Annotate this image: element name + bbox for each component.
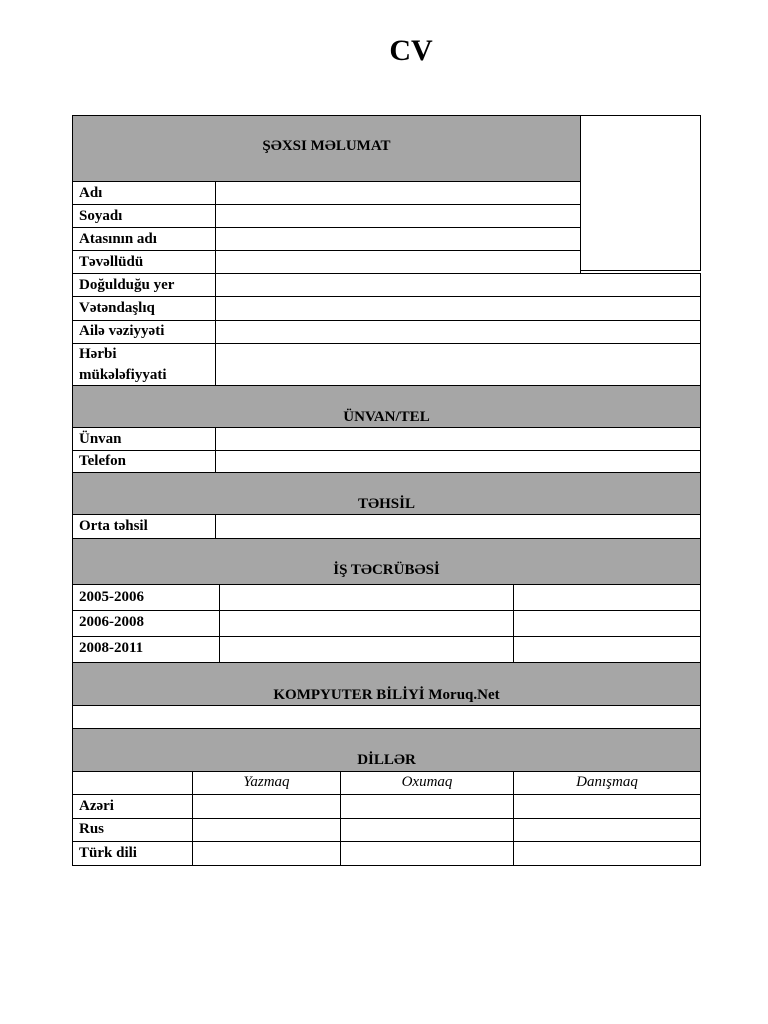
experience-position-cell[interactable] — [219, 636, 514, 663]
section-header-computer — [72, 662, 701, 706]
label-surname: Soyadı — [79, 208, 123, 224]
experience-company-cell[interactable] — [513, 584, 701, 611]
document-title: CV — [389, 34, 433, 67]
language-reading-cell[interactable] — [340, 841, 514, 866]
language-speaking-cell[interactable] — [513, 818, 701, 842]
language-reading-cell[interactable] — [340, 794, 514, 819]
label-military-line2: mükələfiyyati — [79, 367, 167, 383]
experience-period: 2006-2008 — [79, 614, 144, 630]
value-cell-surname[interactable] — [215, 204, 581, 228]
experience-company-cell[interactable] — [513, 636, 701, 663]
label-phone: Telefon — [79, 453, 126, 469]
language-speaking-cell[interactable] — [513, 841, 701, 866]
experience-period: 2008-2011 — [79, 640, 144, 656]
value-cell-computer-skills[interactable] — [72, 705, 701, 729]
experience-period: 2005-2006 — [79, 589, 144, 605]
language-reading-cell[interactable] — [340, 818, 514, 842]
label-secondary-education: Orta təhsil — [79, 518, 148, 534]
photo-box — [580, 115, 701, 271]
label-military-line1: Hərbi — [79, 346, 117, 362]
label-citizenship: Vətəndaşlıq — [79, 300, 155, 316]
value-cell-patronymic[interactable] — [215, 227, 581, 251]
language-speaking-cell[interactable] — [513, 794, 701, 819]
value-cell-phone[interactable] — [215, 450, 701, 473]
value-cell-birth-place[interactable] — [215, 273, 701, 297]
value-cell-citizenship[interactable] — [215, 296, 701, 321]
section-header-languages — [72, 728, 701, 772]
section-title-personal: ŞƏXSI MƏLUMAT — [262, 138, 391, 154]
value-cell-address[interactable] — [215, 427, 701, 451]
language-name: Rus — [79, 821, 105, 837]
experience-company-cell[interactable] — [513, 610, 701, 637]
language-writing-cell[interactable] — [192, 818, 341, 842]
section-header-experience — [72, 538, 701, 585]
value-cell-military[interactable] — [215, 343, 701, 386]
section-header-personal — [72, 115, 581, 182]
language-header-blank — [72, 771, 193, 795]
value-cell-first-name[interactable] — [215, 181, 581, 205]
section-title-languages: DİLLƏR — [357, 752, 416, 768]
language-col-writing: Yazmaq — [243, 774, 290, 790]
label-birth-date: Təvəllüdü — [79, 254, 144, 270]
language-writing-cell[interactable] — [192, 841, 341, 866]
label-patronymic: Atasının adı — [79, 231, 157, 247]
value-cell-birth-date[interactable] — [215, 250, 581, 274]
language-name: Azəri — [79, 798, 114, 814]
label-birth-place: Doğulduğu yer — [79, 277, 175, 293]
label-marital-status: Ailə vəziyyəti — [79, 323, 165, 339]
language-col-speaking: Danışmaq — [576, 774, 638, 790]
section-header-education — [72, 472, 701, 515]
label-address: Ünvan — [79, 431, 122, 447]
section-title-education: TƏHSİL — [358, 496, 415, 512]
label-first-name: Adı — [79, 185, 103, 201]
language-col-reading: Oxumaq — [401, 774, 453, 790]
experience-position-cell[interactable] — [219, 584, 514, 611]
section-header-address — [72, 385, 701, 428]
value-cell-marital-status[interactable] — [215, 320, 701, 344]
experience-position-cell[interactable] — [219, 610, 514, 637]
value-cell-secondary-education[interactable] — [215, 514, 701, 539]
language-name: Türk dili — [79, 845, 137, 861]
section-title-computer: KOMPYUTER BİLİYİ Moruq.Net — [273, 687, 500, 703]
section-title-experience: İŞ TƏCRÜBƏSİ — [333, 562, 440, 578]
language-writing-cell[interactable] — [192, 794, 341, 819]
section-title-address: ÜNVAN/TEL — [343, 409, 430, 425]
